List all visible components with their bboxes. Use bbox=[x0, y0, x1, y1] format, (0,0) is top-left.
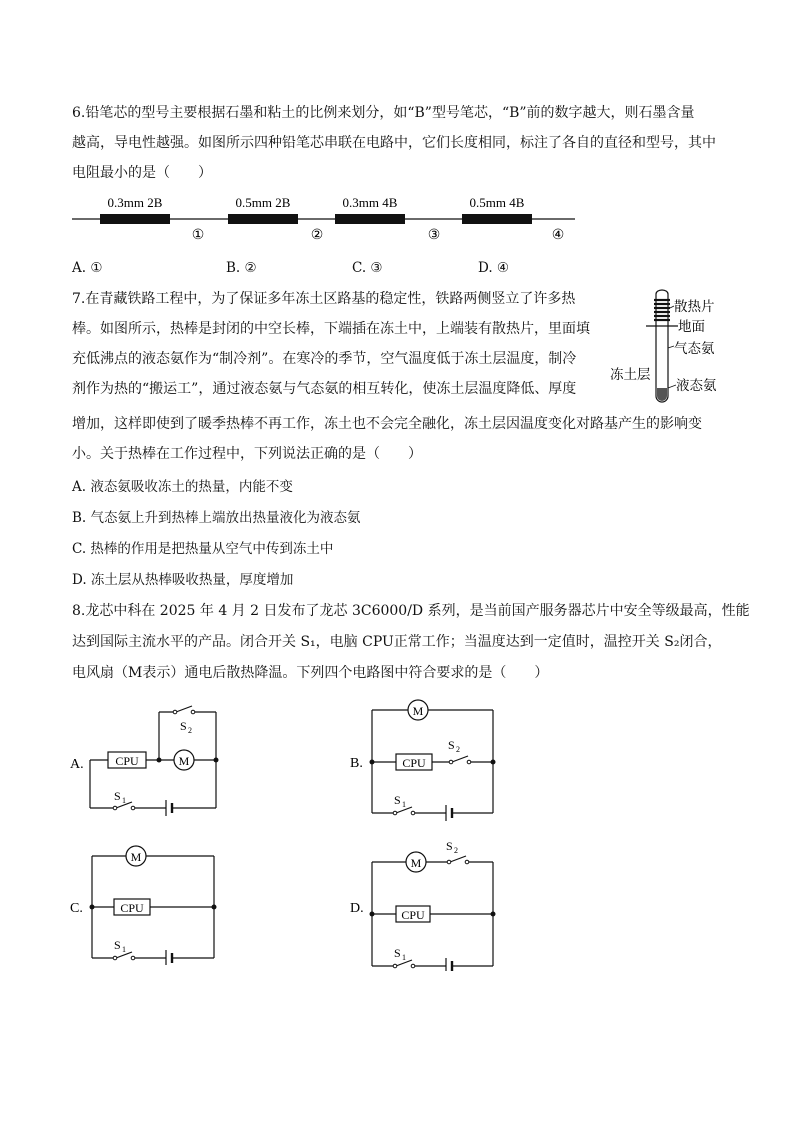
q6-option-c[interactable]: C. ③ bbox=[352, 260, 383, 276]
s2-label: S bbox=[448, 738, 455, 752]
lead-3-label: 0.3mm 4B bbox=[342, 195, 398, 210]
cpu-label: CPU bbox=[401, 908, 425, 922]
s2-subscript: 2 bbox=[454, 846, 458, 855]
s2-subscript: 2 bbox=[188, 726, 192, 735]
circuit-c-label: C. bbox=[70, 901, 83, 916]
q6-option-d[interactable]: D. ④ bbox=[478, 260, 510, 276]
lead-4-label: 0.5mm 4B bbox=[469, 195, 525, 210]
q6-line-3: 电阻最小的是（ ） bbox=[72, 165, 212, 181]
pencil-lead-2 bbox=[228, 214, 298, 224]
q6-line-1: 6.铅笔芯的型号主要根据石墨和粘土的比例来划分，如“B”型号笔芯，“B”前的数字越大，则石墨含量 bbox=[72, 105, 695, 121]
circuit-d-label: D. bbox=[350, 901, 364, 916]
q6-option-a[interactable]: A. ① bbox=[72, 260, 103, 276]
frozen-soil-label: 冻土层 bbox=[610, 367, 651, 382]
s1-subscript: 1 bbox=[122, 796, 126, 805]
cpu-label: CPU bbox=[115, 754, 139, 768]
circuit-b-label: B. bbox=[350, 756, 363, 771]
q6-option-b[interactable]: B. ② bbox=[226, 260, 257, 276]
pencil-lead-1 bbox=[100, 214, 170, 224]
circuit-c[interactable] bbox=[68, 840, 228, 965]
q8-line-1: 8.龙芯中科在 2025 年 4 月 2 日发布了龙芯 3C6000/D 系列，是当前国产服务器芯片中安全等级最高，性能 bbox=[72, 603, 750, 619]
circuit-a-label: A. bbox=[70, 757, 84, 772]
s1-subscript: 1 bbox=[402, 800, 406, 809]
ground-label: 地面 bbox=[678, 319, 705, 334]
heat-pipe-diagram bbox=[608, 288, 733, 413]
s1-label: S bbox=[114, 938, 121, 952]
s1-subscript: 1 bbox=[402, 953, 406, 962]
lead-4-number: ④ bbox=[551, 228, 565, 242]
q7-line-3: 充低沸点的液态氨作为“制冷剂”。在寒冷的季节，空气温度低于冻土层温度，制冷 bbox=[72, 351, 577, 367]
lead-1-label: 0.3mm 2B bbox=[107, 195, 163, 210]
q6-line-2: 越高，导电性越强。如图所示四种铅笔芯串联在电路中，它们长度相同，标注了各自的直径和型号，其中 bbox=[72, 135, 716, 151]
s1-label: S bbox=[394, 946, 401, 960]
cpu-label: CPU bbox=[120, 901, 144, 915]
lead-3-number: ③ bbox=[427, 228, 441, 242]
s1-label: S bbox=[114, 789, 121, 803]
motor-label: M bbox=[410, 856, 422, 870]
lead-1-number: ① bbox=[191, 228, 205, 242]
s1-label: S bbox=[394, 793, 401, 807]
pencil-lead-3 bbox=[335, 214, 405, 224]
motor-label: M bbox=[130, 850, 142, 864]
s2-subscript: 2 bbox=[456, 745, 460, 754]
q7-option-d[interactable]: D. 冻土层从热棒吸收热量，厚度增加 bbox=[72, 572, 294, 588]
q7-option-b[interactable]: B. 气态氨上升到热棒上端放出热量液化为液态氨 bbox=[72, 510, 361, 526]
gas-ammonia-label: 气态氨 bbox=[674, 341, 715, 356]
pencil-lead-circuit-diagram bbox=[70, 192, 580, 242]
cpu-label: CPU bbox=[402, 756, 426, 770]
q7-line-4: 剂作为热的“搬运工”，通过液态氨与气态氨的相互转化，使冻土层温度降低、厚度 bbox=[72, 381, 577, 397]
s2-label: S bbox=[446, 839, 453, 853]
q7-line-2: 棒。如图所示，热棒是封闭的中空长棒，下端插在冻土中，上端装有散热片，里面填 bbox=[72, 321, 590, 337]
q7-option-c[interactable]: C. 热棒的作用是把热量从空气中传到冻土中 bbox=[72, 541, 334, 557]
s1-subscript: 1 bbox=[122, 945, 126, 954]
q7-line-1: 7.在青藏铁路工程中，为了保证多年冻土区路基的稳定性，铁路两侧竖立了许多热 bbox=[72, 291, 576, 307]
q7-option-a[interactable]: A. 液态氨吸收冻土的热量，内能不变 bbox=[72, 479, 293, 495]
pencil-lead-4 bbox=[462, 214, 532, 224]
circuit-b[interactable] bbox=[348, 697, 508, 822]
motor-label: M bbox=[178, 754, 190, 768]
motor-label: M bbox=[412, 704, 424, 718]
lead-2-number: ② bbox=[310, 228, 324, 242]
circuit-d[interactable] bbox=[348, 836, 508, 971]
q8-line-3: 电风扇（M表示）通电后散热降温。下列四个电路图中符合要求的是（ ） bbox=[72, 665, 549, 681]
q8-line-2: 达到国际主流水平的产品。闭合开关 S₁，电脑 CPU正常工作；当温度达到一定值时，温控开关 S₂闭合， bbox=[72, 634, 722, 650]
q7-line-5: 增加，这样即使到了暖季热棒不再工作，冻土也不会完全融化，冻土层因温度变化对路基产生的影响变 bbox=[72, 416, 702, 432]
s2-label: S bbox=[180, 719, 187, 733]
liquid-ammonia-label: 液态氨 bbox=[676, 378, 717, 393]
circuit-a[interactable] bbox=[68, 700, 228, 820]
lead-2-label: 0.5mm 2B bbox=[235, 195, 291, 210]
q7-line-6: 小。关于热棒在工作过程中，下列说法正确的是（ ） bbox=[72, 446, 422, 462]
fins-label: 散热片 bbox=[674, 299, 715, 314]
